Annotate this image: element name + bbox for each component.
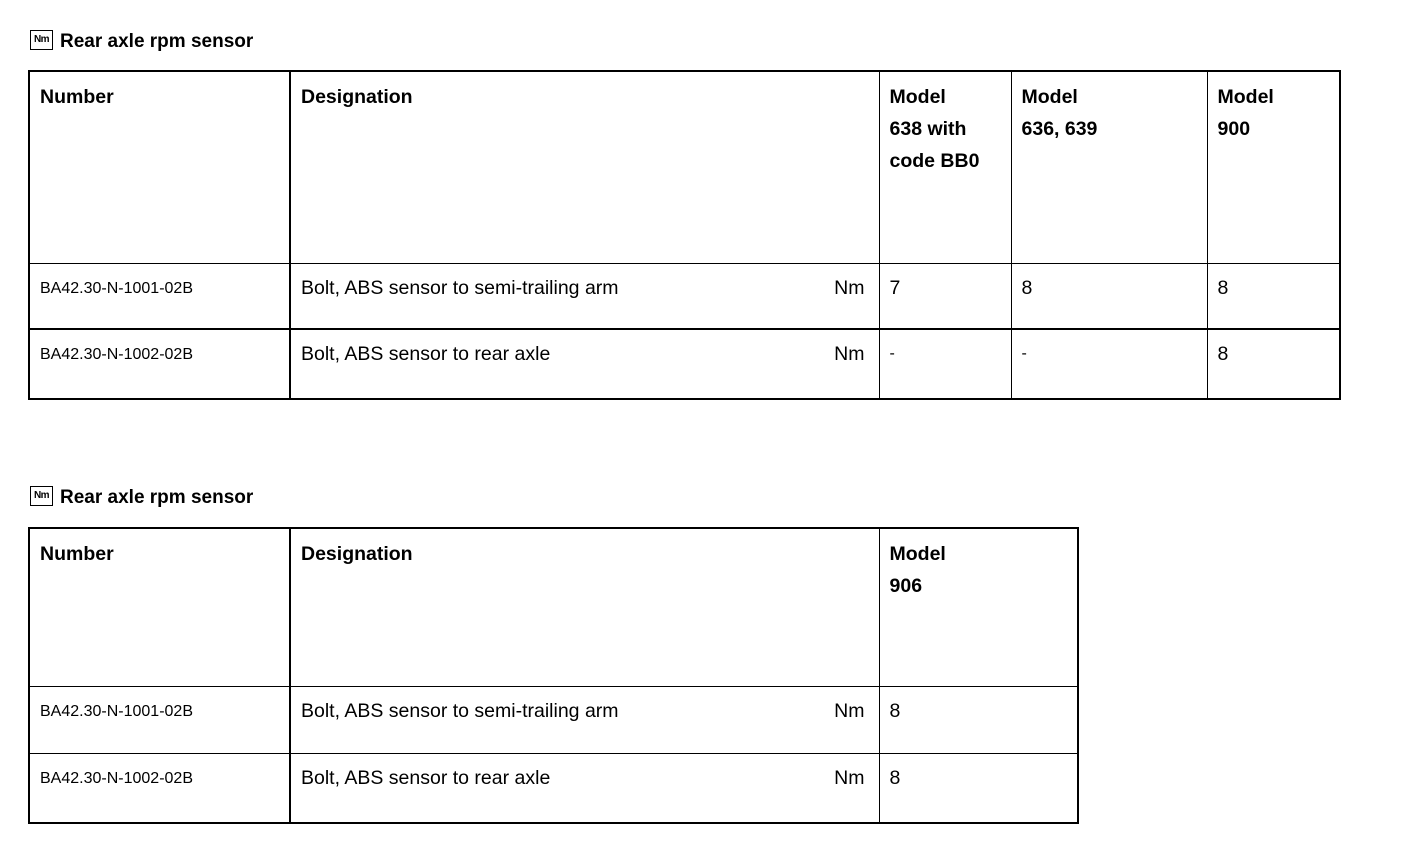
table-header-row xyxy=(29,528,1078,686)
designation-cell xyxy=(290,753,879,823)
part-number: BA42.30-N-1002-02B xyxy=(29,753,290,823)
designation-text: Bolt, ABS sensor to semi-trailing arm xyxy=(301,699,619,722)
unit-label: Nm xyxy=(834,343,865,365)
part-number: BA42.30-N-1001-02B xyxy=(29,263,290,329)
torque-nm-icon xyxy=(30,30,53,50)
torque-section-1 xyxy=(28,24,1341,400)
section-title-row xyxy=(30,24,1341,56)
header-model: Model 906 xyxy=(879,528,1078,686)
torque-value: 8 xyxy=(1011,263,1207,329)
torque-value: 8 xyxy=(879,753,1078,823)
torque-section-2 xyxy=(28,480,1079,824)
torque-table xyxy=(28,527,1079,824)
torque-value: 8 xyxy=(879,686,1078,753)
designation-cell xyxy=(290,329,879,399)
torque-nm-icon xyxy=(30,486,53,506)
part-number: BA42.30-N-1001-02B xyxy=(29,686,290,753)
designation-text: Bolt, ABS sensor to rear axle xyxy=(301,766,551,789)
torque-table xyxy=(28,70,1341,400)
section-title-row xyxy=(30,480,1079,512)
header-number: Number xyxy=(29,71,290,263)
unit-label: Nm xyxy=(834,276,865,299)
unit-label: Nm xyxy=(834,766,865,789)
torque-value: - xyxy=(1011,329,1207,399)
torque-value: - xyxy=(879,329,1011,399)
section-title: Rear axle rpm sensor xyxy=(60,487,254,508)
header-number: Number xyxy=(29,528,290,686)
header-model: Model 900 xyxy=(1207,71,1340,263)
designation-text: Bolt, ABS sensor to rear axle xyxy=(301,343,551,365)
header-model: Model 638 with code BB0 xyxy=(879,71,1011,263)
designation-cell xyxy=(290,686,879,753)
designation-cell xyxy=(290,263,879,329)
table-row xyxy=(29,753,1078,823)
table-row xyxy=(29,686,1078,753)
part-number: BA42.30-N-1002-02B xyxy=(29,329,290,399)
header-designation: Designation xyxy=(290,528,879,686)
designation-text: Bolt, ABS sensor to semi-trailing arm xyxy=(301,276,619,299)
table-row xyxy=(29,329,1340,399)
torque-value: 8 xyxy=(1207,329,1340,399)
header-model: Model 636, 639 xyxy=(1011,71,1207,263)
torque-value: 8 xyxy=(1207,263,1340,329)
unit-label: Nm xyxy=(834,699,865,722)
header-designation: Designation xyxy=(290,71,879,263)
table-row xyxy=(29,263,1340,329)
section-title: Rear axle rpm sensor xyxy=(60,31,254,52)
torque-value: 7 xyxy=(879,263,1011,329)
table-header-row xyxy=(29,71,1340,263)
